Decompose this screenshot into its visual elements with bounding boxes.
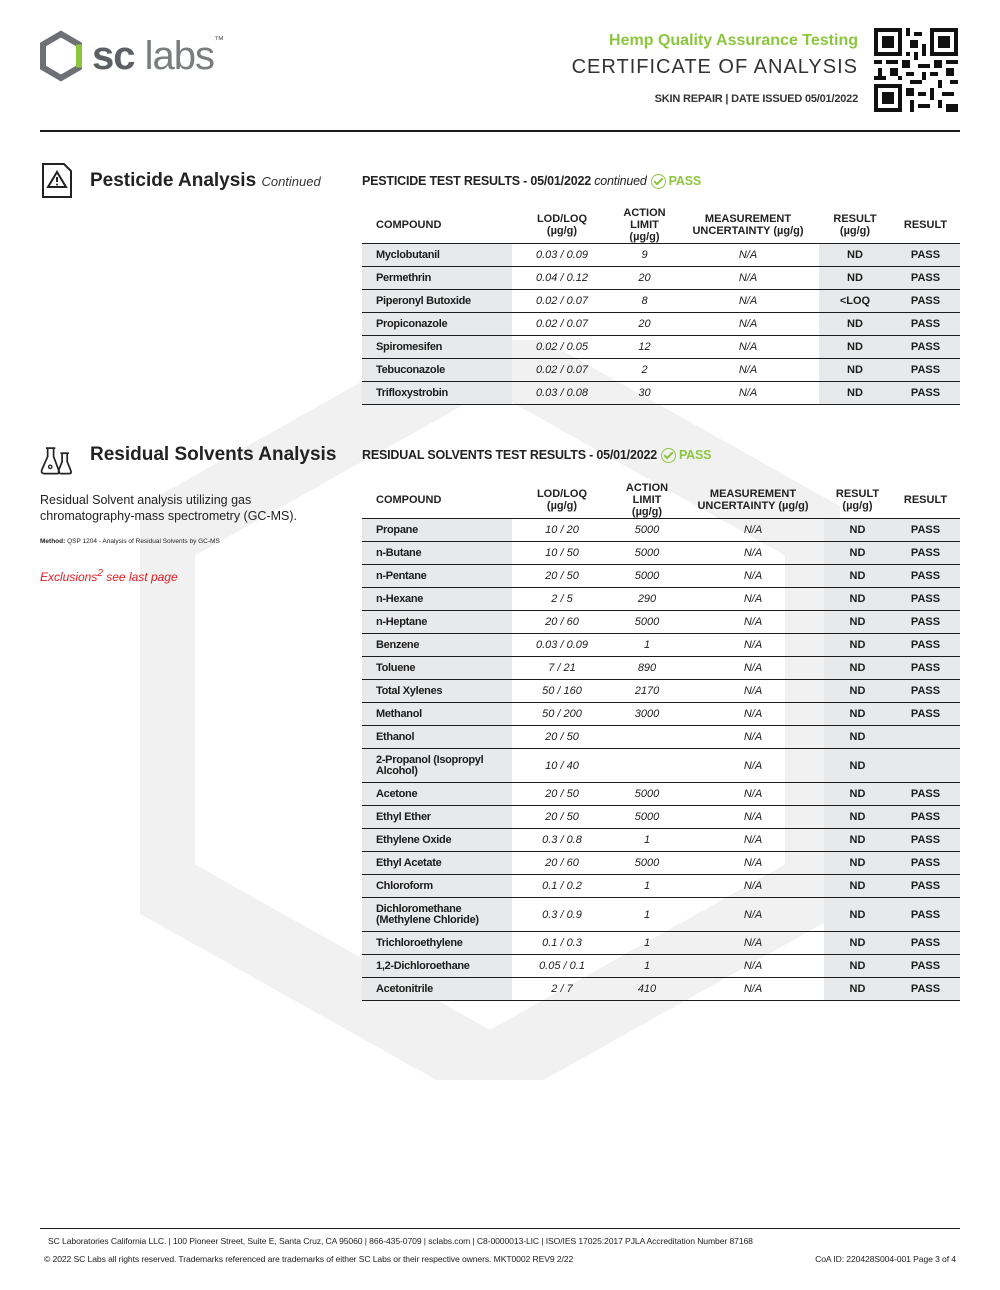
pesticide-results-table [362, 207, 960, 405]
compound-cell: Propiconazole [362, 313, 512, 336]
uncertainty-cell: N/A [677, 359, 819, 382]
uncertainty-cell: N/A [682, 634, 824, 657]
uncertainty-cell: N/A [682, 932, 824, 955]
exclusions-link[interactable]: Exclusions$^2$ see last page [40, 568, 178, 584]
lodloq-cell: 0.05 / 0.1 [512, 955, 612, 978]
result-value-cell: ND [824, 806, 891, 829]
col-uncertainty: MEASUREMENT UNCERTAINTY (µg/g) [697, 488, 809, 512]
compound-cell: n-Heptane [362, 611, 512, 634]
pass-check-icon [651, 174, 666, 189]
compound-cell: Ethyl Acetate [362, 852, 512, 875]
result-value-cell: ND [824, 875, 891, 898]
uncertainty-cell: N/A [677, 336, 819, 359]
uncertainty-cell: N/A [682, 542, 824, 565]
result-value-cell: ND [824, 783, 891, 806]
action-limit-cell: 410 [612, 978, 682, 1001]
table-row [362, 680, 960, 703]
result-value-cell: ND [824, 852, 891, 875]
action-limit-cell: 8 [612, 290, 677, 313]
table-row [362, 267, 960, 290]
compound-cell: Trichloroethylene [362, 932, 512, 955]
result-status-cell: PASS [891, 680, 960, 703]
lodloq-cell: 10 / 50 [512, 542, 612, 565]
table-row [362, 519, 960, 542]
table-row [362, 726, 960, 749]
pass-check-icon [661, 448, 676, 463]
compound-cell: Trifloxystrobin [362, 382, 512, 405]
uncertainty-cell: N/A [682, 519, 824, 542]
action-limit-cell: 20 [612, 313, 677, 336]
solvents-results-table [362, 482, 960, 1001]
table-header-row [362, 482, 960, 519]
lodloq-cell: 20 / 60 [512, 852, 612, 875]
table-row [362, 749, 960, 783]
table-row [362, 542, 960, 565]
lodloq-cell: 20 / 50 [512, 726, 612, 749]
result-status-cell: PASS [891, 875, 960, 898]
uncertainty-cell: N/A [682, 611, 824, 634]
lodloq-cell: 0.3 / 0.8 [512, 829, 612, 852]
lodloq-cell: 2 / 7 [512, 978, 612, 1001]
result-value-cell: <LOQ [819, 290, 891, 313]
table-row [362, 978, 960, 1001]
compound-cell: Toluene [362, 657, 512, 680]
lodloq-cell: 10 / 20 [512, 519, 612, 542]
result-value-cell: ND [824, 932, 891, 955]
table-row [362, 703, 960, 726]
result-status-cell: PASS [891, 290, 960, 313]
compound-cell: Piperonyl Butoxide [362, 290, 512, 313]
col-compound: COMPOUND [376, 494, 442, 506]
result-value-cell: ND [824, 955, 891, 978]
result-status-cell: PASS [891, 806, 960, 829]
table-row [362, 588, 960, 611]
action-limit-cell: 5000 [612, 565, 682, 588]
uncertainty-cell: N/A [682, 783, 824, 806]
result-value-cell: ND [824, 611, 891, 634]
report-title: CERTIFICATE OF ANALYSIS [571, 56, 858, 78]
compound-cell: Benzene [362, 634, 512, 657]
table-row [362, 313, 960, 336]
action-limit-cell: 1 [612, 955, 682, 978]
table-row [362, 565, 960, 588]
table-row [362, 955, 960, 978]
lodloq-cell: 0.02 / 0.07 [512, 359, 612, 382]
result-value-cell: ND [819, 267, 891, 290]
compound-cell: Methanol [362, 703, 512, 726]
solvents-results-heading: RESIDUAL SOLVENTS TEST RESULTS - 05/01/2022 PASS [362, 448, 712, 462]
lodloq-cell: 0.1 / 0.2 [512, 875, 612, 898]
compound-cell: Dichloromethane (Methylene Chloride) [362, 898, 512, 932]
result-status-cell: PASS [891, 634, 960, 657]
uncertainty-cell: N/A [677, 267, 819, 290]
pesticide-section-title: Pesticide Analysis Continued [90, 170, 321, 191]
table-header-row [362, 207, 960, 244]
uncertainty-cell: N/A [677, 290, 819, 313]
col-lodloq: LOD/LOQ (µg/g) [536, 213, 588, 237]
lodloq-cell: 0.04 / 0.12 [512, 267, 612, 290]
result-status-cell: PASS [891, 382, 960, 405]
action-limit-cell: 5000 [612, 611, 682, 634]
uncertainty-cell: N/A [682, 955, 824, 978]
footer-divider [40, 1228, 960, 1229]
uncertainty-cell: N/A [682, 829, 824, 852]
uncertainty-cell: N/A [682, 749, 824, 783]
lodloq-cell: 0.03 / 0.09 [512, 634, 612, 657]
result-status-cell: PASS [891, 932, 960, 955]
uncertainty-cell: N/A [677, 244, 819, 267]
action-limit-cell [612, 749, 682, 783]
result-status-cell: PASS [891, 542, 960, 565]
result-status-cell: PASS [891, 611, 960, 634]
table-row [362, 783, 960, 806]
result-value-cell: ND [819, 336, 891, 359]
lodloq-cell: 0.03 / 0.09 [512, 244, 612, 267]
compound-cell: n-Hexane [362, 588, 512, 611]
result-status-cell: PASS [891, 898, 960, 932]
lodloq-cell: 20 / 50 [512, 783, 612, 806]
uncertainty-cell: N/A [682, 978, 824, 1001]
compound-cell: Tebuconazole [362, 359, 512, 382]
lodloq-cell: 50 / 160 [512, 680, 612, 703]
result-value-cell: ND [824, 898, 891, 932]
lodloq-cell: 50 / 200 [512, 703, 612, 726]
result-status-cell [891, 749, 960, 783]
uncertainty-cell: N/A [682, 588, 824, 611]
result-status-cell: PASS [891, 955, 960, 978]
uncertainty-cell: N/A [682, 875, 824, 898]
action-limit-cell: 9 [612, 244, 677, 267]
lodloq-cell: 0.02 / 0.05 [512, 336, 612, 359]
action-limit-cell: 1 [612, 829, 682, 852]
pesticide-results-heading: PESTICIDE TEST RESULTS - 05/01/2022 continued PASS [362, 174, 701, 188]
compound-cell: 2-Propanol (Isopropyl Alcohol) [362, 749, 512, 783]
compound-cell: Propane [362, 519, 512, 542]
lodloq-cell: 2 / 5 [512, 588, 612, 611]
result-status-cell: PASS [891, 657, 960, 680]
header-titles [572, 32, 858, 105]
action-limit-cell [612, 726, 682, 749]
action-limit-cell: 2170 [612, 680, 682, 703]
sc-labs-logo [38, 30, 223, 82]
result-value-cell: ND [824, 978, 891, 1001]
action-limit-cell: 2 [612, 359, 677, 382]
result-status-cell: PASS [891, 588, 960, 611]
table-row [362, 657, 960, 680]
compound-cell: Permethrin [362, 267, 512, 290]
result-status-cell: PASS [891, 519, 960, 542]
result-value-cell: ND [824, 726, 891, 749]
compound-cell: n-Pentane [362, 565, 512, 588]
col-compound: COMPOUND [376, 219, 442, 231]
compound-cell: Ethylene Oxide [362, 829, 512, 852]
solvents-description: Residual Solvent analysis utilizing gas chromatography-mass spectrometry (GC-MS). [40, 493, 298, 523]
action-limit-cell: 1 [612, 634, 682, 657]
col-action-limit: ACTION LIMIT (µg/g) [623, 207, 666, 243]
result-status-cell: PASS [891, 852, 960, 875]
compound-cell: Acetone [362, 783, 512, 806]
lodloq-cell: 20 / 60 [512, 611, 612, 634]
uncertainty-cell: N/A [682, 680, 824, 703]
uncertainty-cell: N/A [682, 726, 824, 749]
result-value-cell: ND [824, 634, 891, 657]
result-value-cell: ND [824, 542, 891, 565]
result-status-cell [891, 726, 960, 749]
lodloq-cell: 0.1 / 0.3 [512, 932, 612, 955]
action-limit-cell: 12 [612, 336, 677, 359]
lodloq-cell: 20 / 50 [512, 565, 612, 588]
result-status-cell: PASS [891, 359, 960, 382]
action-limit-cell: 5000 [612, 783, 682, 806]
result-value-cell: ND [824, 519, 891, 542]
result-status-cell: PASS [891, 313, 960, 336]
action-limit-cell: 5000 [612, 542, 682, 565]
uncertainty-cell: N/A [682, 703, 824, 726]
lodloq-cell: 0.02 / 0.07 [512, 313, 612, 336]
result-value-cell: ND [824, 657, 891, 680]
action-limit-cell: 3000 [612, 703, 682, 726]
report-subtitle: Hemp Quality Assurance Testing [609, 32, 858, 49]
lodloq-cell: 0.03 / 0.08 [512, 382, 612, 405]
table-row [362, 359, 960, 382]
footer-copyright: © 2022 SC Labs all rights reserved. Trademarks referenced are trademarks of either SC Labs or their respective owners. MKT0002 REV9 2/22 [44, 1254, 574, 1264]
result-status-cell: PASS [891, 244, 960, 267]
result-status-cell: PASS [891, 336, 960, 359]
action-limit-cell: 1 [612, 875, 682, 898]
header-divider [40, 130, 960, 132]
compound-cell: Spiromesifen [362, 336, 512, 359]
compound-cell: Chloroform [362, 875, 512, 898]
lodloq-cell: 20 / 50 [512, 806, 612, 829]
table-row [362, 611, 960, 634]
result-status-cell: PASS [891, 978, 960, 1001]
result-value-cell: ND [824, 703, 891, 726]
uncertainty-cell: N/A [682, 898, 824, 932]
lodloq-cell: 0.3 / 0.9 [512, 898, 612, 932]
action-limit-cell: 5000 [612, 852, 682, 875]
hexagon-logo-icon [38, 30, 84, 82]
action-limit-cell: 5000 [612, 519, 682, 542]
table-row [362, 244, 960, 267]
table-row [362, 829, 960, 852]
action-limit-cell: 890 [612, 657, 682, 680]
method-note: Method: QSP 1204 - Analysis of Residual Solvents by GC-MS [40, 538, 220, 545]
lodloq-cell: 7 / 21 [512, 657, 612, 680]
pesticide-icon [40, 160, 74, 200]
footer-coa-id: CoA ID: 220428S004-001 Page 3 of 4 [815, 1254, 956, 1264]
action-limit-cell: 290 [612, 588, 682, 611]
result-status-cell: PASS [891, 783, 960, 806]
table-row [362, 634, 960, 657]
result-value-cell: ND [824, 680, 891, 703]
col-result-status: RESULT [903, 494, 948, 506]
uncertainty-cell: N/A [682, 852, 824, 875]
col-action-limit: ACTION LIMIT (µg/g) [625, 482, 669, 518]
action-limit-cell: 20 [612, 267, 677, 290]
qr-code-icon[interactable] [874, 28, 958, 112]
compound-cell: Ethanol [362, 726, 512, 749]
lodloq-cell: 10 / 40 [512, 749, 612, 783]
table-row [362, 932, 960, 955]
footer-address: SC Laboratories California LLC. | 100 Pioneer Street, Suite E, Santa Cruz, CA 95060 | 866-435-0709 | sclabs.com | C8-0000013-LIC | ISO/IES 17025:2017 PJLA Accreditation Number 87168 [48, 1236, 753, 1246]
table-row [362, 898, 960, 932]
uncertainty-cell: N/A [677, 382, 819, 405]
pesticide-pass-badge: PASS [668, 174, 701, 188]
col-result-status: RESULT [903, 219, 948, 231]
flask-icon [40, 440, 74, 480]
compound-cell: Acetonitrile [362, 978, 512, 1001]
result-status-cell: PASS [891, 829, 960, 852]
table-row [362, 382, 960, 405]
action-limit-cell: 30 [612, 382, 677, 405]
table-row [362, 336, 960, 359]
uncertainty-cell: N/A [677, 313, 819, 336]
result-value-cell: ND [824, 829, 891, 852]
result-value-cell: ND [824, 565, 891, 588]
uncertainty-cell: N/A [682, 565, 824, 588]
solvents-section-title: Residual Solvents Analysis [90, 444, 337, 465]
result-status-cell: PASS [891, 703, 960, 726]
solvents-pass-badge: PASS [678, 448, 712, 462]
action-limit-cell: 1 [612, 898, 682, 932]
uncertainty-cell: N/A [682, 806, 824, 829]
compound-cell: 1,2-Dichloroethane [362, 955, 512, 978]
col-lodloq: LOD/LOQ (µg/g) [536, 488, 588, 512]
uncertainty-cell: N/A [682, 657, 824, 680]
compound-cell: n-Butane [362, 542, 512, 565]
result-value-cell: ND [819, 359, 891, 382]
result-value-cell: ND [824, 749, 891, 783]
compound-cell: Ethyl Ether [362, 806, 512, 829]
compound-cell: Total Xylenes [362, 680, 512, 703]
result-status-cell: PASS [891, 267, 960, 290]
table-row [362, 290, 960, 313]
lodloq-cell: 0.02 / 0.07 [512, 290, 612, 313]
report-meta: SKIN REPAIR | DATE ISSUED 05/01/2022 [654, 93, 858, 105]
table-row [362, 852, 960, 875]
result-status-cell: PASS [891, 565, 960, 588]
compound-cell: Myclobutanil [362, 244, 512, 267]
result-value-cell: ND [819, 244, 891, 267]
action-limit-cell: 5000 [612, 806, 682, 829]
result-value-cell: ND [824, 588, 891, 611]
table-row [362, 806, 960, 829]
action-limit-cell: 1 [612, 932, 682, 955]
logo-wordmark: sc labs™ [92, 34, 224, 78]
table-row [362, 875, 960, 898]
result-value-cell: ND [819, 313, 891, 336]
col-result-value: RESULT (µg/g) [833, 213, 877, 237]
col-result-value: RESULT (µg/g) [835, 488, 880, 512]
col-uncertainty: MEASUREMENT UNCERTAINTY (µg/g) [692, 213, 804, 237]
result-value-cell: ND [819, 382, 891, 405]
